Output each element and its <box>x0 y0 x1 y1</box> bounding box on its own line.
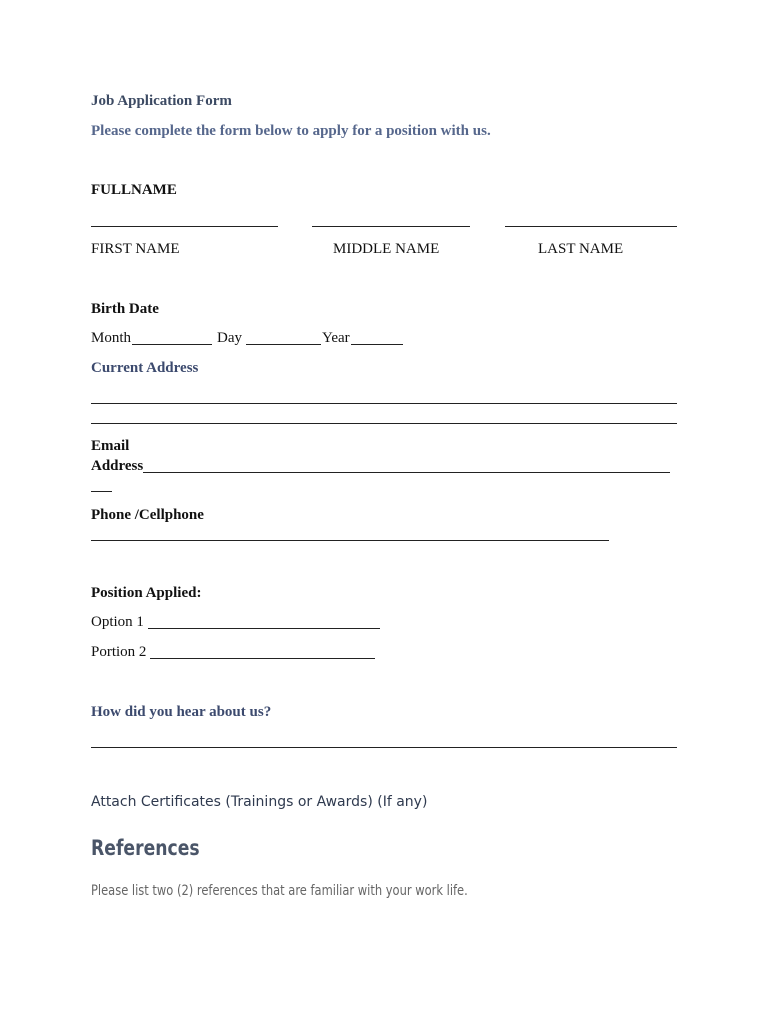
form-subtitle: Please complete the form below to apply for a position with us. <box>91 123 491 139</box>
address-line-1-field[interactable] <box>91 403 677 404</box>
last-name-label: LAST NAME <box>538 241 624 257</box>
fullname-heading: FULLNAME <box>91 182 177 198</box>
birth-day-field[interactable] <box>246 344 321 345</box>
email-field[interactable] <box>143 472 670 473</box>
option-1-field[interactable] <box>148 628 380 629</box>
phone-heading: Phone /Cellphone <box>91 507 204 523</box>
birth-date-heading: Birth Date <box>91 301 159 317</box>
form-title: Job Application Form <box>91 93 232 109</box>
middle-name-field[interactable] <box>312 226 470 227</box>
option-2-field[interactable] <box>150 658 375 659</box>
last-name-field[interactable] <box>505 226 677 227</box>
birth-month-label: Month <box>91 330 132 346</box>
references-note: Please list two (2) references that are familiar with your work life. <box>91 883 468 899</box>
birth-year-field[interactable] <box>351 344 403 345</box>
option-1-label: Option 1 <box>91 614 144 630</box>
birth-day-label: Day <box>217 330 242 346</box>
position-heading: Position Applied: <box>91 585 202 601</box>
referral-heading: How did you hear about us? <box>91 704 272 720</box>
first-name-field[interactable] <box>91 226 278 227</box>
birth-year-label: Year <box>322 330 350 346</box>
certificates-heading: Attach Certificates (Trainings or Awards) (If any) <box>91 794 428 810</box>
option-2-label: Portion 2 <box>91 644 147 660</box>
phone-field[interactable] <box>91 540 609 541</box>
email-field-overflow <box>91 491 112 492</box>
referral-field[interactable] <box>91 747 677 748</box>
first-name-label: FIRST NAME <box>91 241 180 257</box>
address-line-2-field[interactable] <box>91 423 677 424</box>
email-heading-line2: Address <box>91 458 144 474</box>
current-address-heading: Current Address <box>91 360 199 376</box>
middle-name-label: MIDDLE NAME <box>333 241 440 257</box>
references-heading: References <box>91 836 200 860</box>
email-heading-line1: Email <box>91 438 130 454</box>
birth-month-field[interactable] <box>132 344 212 345</box>
